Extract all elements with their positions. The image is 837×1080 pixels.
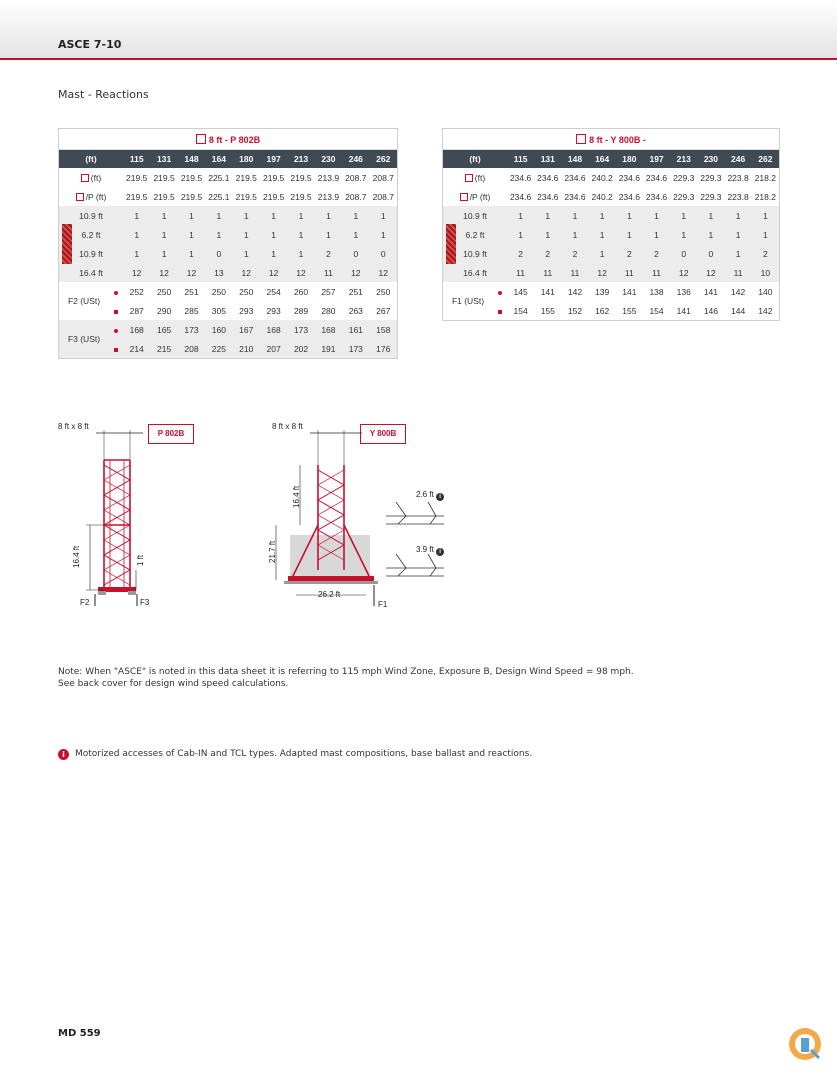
upper-height-label: 16.4 ft	[292, 485, 301, 508]
table-cell: 250	[370, 282, 397, 301]
table-cell: 1	[287, 206, 314, 225]
table-cell: 1	[315, 225, 342, 244]
table-cell: 210	[233, 339, 260, 358]
table-title	[59, 129, 397, 150]
force-label: F3 (USt)	[59, 320, 109, 358]
table-cell: 1	[342, 225, 369, 244]
table-cell: 152	[561, 301, 588, 320]
table-row	[59, 225, 397, 244]
table-cell: 213.9	[315, 187, 342, 206]
table-cell: 142	[561, 282, 588, 301]
page-header	[0, 0, 837, 60]
info-icon: i	[58, 749, 69, 760]
table-cell: 234.6	[643, 168, 670, 187]
table-row	[59, 206, 397, 225]
table-cell: 234.6	[561, 187, 588, 206]
table-cell: 202	[287, 339, 314, 358]
table-cell: 229.3	[670, 187, 697, 206]
table-cell: 1	[123, 206, 150, 225]
mast-section-icon	[62, 224, 72, 264]
table-cell: 289	[287, 301, 314, 320]
table-cell: 2	[315, 244, 342, 263]
table-cell: 12	[260, 263, 287, 282]
table-cell: 1	[370, 225, 397, 244]
table-cell: 12	[370, 263, 397, 282]
table-cell: 225.1	[205, 168, 232, 187]
right-dimension-label: 8 ft x 8 ft	[272, 422, 303, 431]
height-header: 197	[643, 150, 670, 169]
table-row	[443, 225, 779, 244]
table-cell: 144	[725, 301, 752, 320]
square-marker	[109, 339, 123, 358]
table-cell: 208.7	[342, 168, 369, 187]
section-icon	[465, 174, 473, 182]
table-cell: 1	[643, 206, 670, 225]
table-cell: 260	[287, 282, 314, 301]
lower-height-label: 21.7 ft	[268, 540, 277, 563]
table-row	[443, 244, 779, 263]
table-cell: 254	[260, 282, 287, 301]
table-cell: 1	[534, 206, 561, 225]
table-cell: 173	[287, 320, 314, 339]
header-label: (ft)	[443, 150, 507, 169]
table-cell: 1	[697, 225, 724, 244]
f2-label: F2	[80, 598, 90, 607]
table-row	[443, 301, 779, 320]
table-cell: 1	[370, 206, 397, 225]
height-header: 246	[725, 150, 752, 169]
table-title-row	[443, 129, 779, 150]
table-cell: 250	[233, 282, 260, 301]
table-cell: 154	[643, 301, 670, 320]
height-header: 230	[697, 150, 724, 169]
table-cell: 219.5	[178, 187, 205, 206]
row-label: 10.9 ft	[59, 206, 123, 225]
table-cell: 234.6	[534, 187, 561, 206]
table-cell: 12	[287, 263, 314, 282]
height-header: 115	[123, 150, 150, 169]
table-cell: 293	[233, 301, 260, 320]
row-label: 6.2 ft	[443, 225, 507, 244]
table-cell: 218.2	[752, 187, 779, 206]
table-cell: 1	[507, 206, 534, 225]
f3-label: F3	[140, 598, 150, 607]
table-cell: 141	[534, 282, 561, 301]
table-cell: 1	[752, 225, 779, 244]
row-label: 6.2 ft	[59, 225, 123, 244]
table-cell: 12	[123, 263, 150, 282]
table-row	[443, 187, 779, 206]
right-model-badge: Y 800B	[360, 424, 406, 444]
table-cell: 1	[670, 206, 697, 225]
table-cell: 11	[534, 263, 561, 282]
left-dimension-label: 8 ft x 8 ft	[58, 422, 89, 431]
table-cell: 1	[233, 206, 260, 225]
table-cell: 1	[507, 225, 534, 244]
table-cell: 1	[233, 225, 260, 244]
height-header: 262	[752, 150, 779, 169]
table-cell: 191	[315, 339, 342, 358]
table-cell: 208.7	[370, 168, 397, 187]
table-cell: 293	[260, 301, 287, 320]
height-header: 197	[260, 150, 287, 169]
table-cell: 1	[260, 225, 287, 244]
table-cell: 141	[616, 282, 643, 301]
table-cell: 263	[342, 301, 369, 320]
table-cell: 229.3	[697, 187, 724, 206]
table-cell: 1	[725, 206, 752, 225]
table-cell: 145	[507, 282, 534, 301]
table-row	[59, 168, 397, 187]
table-cell: 1	[643, 225, 670, 244]
table-cell: 218.2	[752, 168, 779, 187]
info-text: Motorized accesses of Cab-IN and TCL types. Adapted mast compositions, base ballast and reactions.	[75, 749, 533, 759]
table-cell: 229.3	[670, 168, 697, 187]
table-row	[443, 263, 779, 282]
height-header: 213	[670, 150, 697, 169]
table-cell: 1	[178, 244, 205, 263]
table-cell: 234.6	[534, 168, 561, 187]
table-cell: 219.5	[123, 168, 150, 187]
table-cell: 11	[507, 263, 534, 282]
table-cell: 1	[616, 225, 643, 244]
left-small-label: 1 ft	[136, 554, 145, 566]
table-cell: 2	[616, 244, 643, 263]
table-cell: 12	[150, 263, 177, 282]
force-label: F2 (USt)	[59, 282, 109, 320]
table-cell: 208.7	[342, 187, 369, 206]
table-cell: 219.5	[287, 168, 314, 187]
p802b-mast-diagram	[58, 430, 168, 615]
height-header: 230	[315, 150, 342, 169]
table-cell: 13	[205, 263, 232, 282]
table-cell: 229.3	[697, 168, 724, 187]
height-header: 213	[287, 150, 314, 169]
table-cell: 12	[233, 263, 260, 282]
mast-section-icon	[446, 224, 456, 264]
table-cell: 12	[697, 263, 724, 282]
table-cell: 161	[342, 320, 369, 339]
row-label: 10.9 ft	[59, 244, 123, 263]
table-cell: 155	[616, 301, 643, 320]
table-cell: 142	[752, 301, 779, 320]
table-cell: 1	[123, 244, 150, 263]
table-cell: 213.9	[315, 168, 342, 187]
table-cell: 1	[315, 206, 342, 225]
table-cell: 1	[616, 206, 643, 225]
table-cell: 11	[725, 263, 752, 282]
table-cell: 305	[205, 301, 232, 320]
table-cell: 225	[205, 339, 232, 358]
left-height-label: 16.4 ft	[72, 545, 81, 568]
table-cell: 234.6	[507, 168, 534, 187]
table-cell: 168	[260, 320, 287, 339]
row-label: /P (ft)	[59, 187, 123, 206]
height-header: 164	[589, 150, 616, 169]
table-cell: 168	[123, 320, 150, 339]
f1-label: F1	[378, 600, 388, 609]
table-cell: 12	[589, 263, 616, 282]
table-header-row	[59, 150, 397, 169]
table-cell: 219.5	[150, 187, 177, 206]
table-cell: 287	[123, 301, 150, 320]
table-cell: 1	[178, 206, 205, 225]
square-marker	[493, 301, 507, 320]
table-cell: 240.2	[589, 168, 616, 187]
dot-marker	[493, 282, 507, 301]
table-cell: 173	[178, 320, 205, 339]
footer-model: MD 559	[58, 1028, 101, 1039]
table-cell: 173	[342, 339, 369, 358]
boxed-icon	[196, 134, 206, 144]
height-header: 164	[205, 150, 232, 169]
table-cell: 1	[589, 206, 616, 225]
table-cell: 2	[643, 244, 670, 263]
table-cell: 1	[260, 244, 287, 263]
table-cell: 225.1	[205, 187, 232, 206]
detail-3-9-label: 3.9 ft i	[416, 545, 444, 556]
table-cell: 12	[670, 263, 697, 282]
row-label: /P (ft)	[443, 187, 507, 206]
table-cell: 1	[287, 225, 314, 244]
height-header: 180	[233, 150, 260, 169]
section-icon	[81, 174, 89, 182]
table-cell: 219.5	[178, 168, 205, 187]
table-cell: 208	[178, 339, 205, 358]
table-cell: 10	[752, 263, 779, 282]
table-cell: 214	[123, 339, 150, 358]
table-cell: 139	[589, 282, 616, 301]
table-cell: 219.5	[233, 168, 260, 187]
table-cell: 1	[150, 244, 177, 263]
table-cell: 146	[697, 301, 724, 320]
table-cell: 1	[233, 244, 260, 263]
table-cell: 267	[370, 301, 397, 320]
height-header: 148	[561, 150, 588, 169]
note-text: Note: When "ASCE" is noted in this data sheet it is referring to 115 mph Wind Zone, Exposure B, Design Wind Speed = 98 mph. See back cover for design wind speed calculations.	[58, 667, 634, 689]
table-cell: 219.5	[150, 168, 177, 187]
row-label: 16.4 ft	[59, 263, 123, 282]
table-cell: 234.6	[561, 168, 588, 187]
section-icon	[76, 193, 84, 201]
table-cell: 1	[123, 225, 150, 244]
table-cell: 155	[534, 301, 561, 320]
table-cell: 1	[342, 206, 369, 225]
table-cell: 219.5	[260, 168, 287, 187]
table-row	[443, 282, 779, 301]
table-cell: 1	[150, 225, 177, 244]
reactions-table-y800b	[442, 128, 780, 321]
header-label: (ft)	[59, 150, 123, 169]
table-cell: 176	[370, 339, 397, 358]
force-label: F1 (USt)	[443, 282, 493, 320]
table-cell: 154	[507, 301, 534, 320]
table-cell: 12	[342, 263, 369, 282]
width-label: 26.2 ft	[318, 590, 341, 599]
table-cell: 234.6	[643, 187, 670, 206]
table-cell: 1	[725, 225, 752, 244]
table-cell: 223.8	[725, 187, 752, 206]
table-cell: 1	[205, 206, 232, 225]
table-row	[59, 244, 397, 263]
table-cell: 168	[315, 320, 342, 339]
table-cell: 234.6	[616, 168, 643, 187]
table-cell: 12	[178, 263, 205, 282]
table-row	[59, 320, 397, 339]
table-cell: 250	[150, 282, 177, 301]
table-cell: 285	[178, 301, 205, 320]
table-cell: 280	[315, 301, 342, 320]
table-cell: 2	[507, 244, 534, 263]
dot-marker	[109, 320, 123, 339]
height-header: 262	[370, 150, 397, 169]
crane-logo-icon	[787, 1026, 823, 1062]
height-header: 246	[342, 150, 369, 169]
table-cell: 2	[561, 244, 588, 263]
table-cell: 251	[178, 282, 205, 301]
table-title-row	[59, 129, 397, 150]
table-cell: 1	[287, 244, 314, 263]
table-cell: 0	[205, 244, 232, 263]
square-marker	[109, 301, 123, 320]
table-cell: 165	[150, 320, 177, 339]
section-title: Mast - Reactions	[58, 88, 149, 101]
table-cell: 219.5	[287, 187, 314, 206]
table-cell: 1	[561, 206, 588, 225]
table-cell: 1	[589, 244, 616, 263]
table-cell: 1	[150, 206, 177, 225]
boxed-icon	[576, 134, 586, 144]
height-header: 180	[616, 150, 643, 169]
table-row	[443, 168, 779, 187]
table-cell: 1	[534, 225, 561, 244]
table-cell: 1	[561, 225, 588, 244]
table-row	[59, 187, 397, 206]
table-row	[59, 263, 397, 282]
table-title-text: 8 ft - Y 800B -	[589, 134, 646, 145]
table-cell: 290	[150, 301, 177, 320]
table-cell: 240.2	[589, 187, 616, 206]
table-row	[59, 339, 397, 358]
table-cell: 2	[752, 244, 779, 263]
table-cell: 1	[589, 225, 616, 244]
table-cell: 0	[342, 244, 369, 263]
table-cell: 167	[233, 320, 260, 339]
table-cell: 138	[643, 282, 670, 301]
table-cell: 257	[315, 282, 342, 301]
table-cell: 215	[150, 339, 177, 358]
table-cell: 1	[697, 206, 724, 225]
height-header: 131	[150, 150, 177, 169]
table-cell: 234.6	[507, 187, 534, 206]
access-detail-diagram	[384, 498, 450, 583]
reactions-table-p802b	[58, 128, 398, 359]
dot-marker	[109, 282, 123, 301]
table-cell: 162	[589, 301, 616, 320]
detail-2-6-label: 2.6 ft i	[416, 490, 444, 501]
table-cell: 1	[670, 225, 697, 244]
table-cell: 0	[370, 244, 397, 263]
table-cell: 208.7	[370, 187, 397, 206]
row-label: 16.4 ft	[443, 263, 507, 282]
table-cell: 219.5	[260, 187, 287, 206]
table-cell: 1	[752, 206, 779, 225]
table-cell: 0	[697, 244, 724, 263]
y800b-mast-diagram	[270, 430, 390, 610]
row-label: 10.9 ft	[443, 206, 507, 225]
table-cell: 158	[370, 320, 397, 339]
table-title	[443, 129, 779, 150]
table-cell: 140	[752, 282, 779, 301]
table-cell: 1	[260, 206, 287, 225]
table-cell: 250	[205, 282, 232, 301]
height-header: 115	[507, 150, 534, 169]
table-row	[59, 282, 397, 301]
table-cell: 1	[205, 225, 232, 244]
table-header-row	[443, 150, 779, 169]
table-cell: 219.5	[233, 187, 260, 206]
table-cell: 1	[178, 225, 205, 244]
table-cell: 11	[643, 263, 670, 282]
table-cell: 223.8	[725, 168, 752, 187]
row-label: (ft)	[443, 168, 507, 187]
header-title: ASCE 7-10	[58, 38, 122, 51]
table-cell: 2	[534, 244, 561, 263]
height-header: 148	[178, 150, 205, 169]
table-cell: 219.5	[123, 187, 150, 206]
table-cell: 251	[342, 282, 369, 301]
table-cell: 252	[123, 282, 150, 301]
table-title-text: 8 ft - P 802B	[208, 134, 261, 145]
row-label: 10.9 ft	[443, 244, 507, 263]
height-header: 131	[534, 150, 561, 169]
table-cell: 11	[561, 263, 588, 282]
table-cell: 11	[616, 263, 643, 282]
table-cell: 0	[670, 244, 697, 263]
table-row	[443, 206, 779, 225]
table-row	[59, 301, 397, 320]
info-line	[58, 749, 532, 760]
table-cell: 207	[260, 339, 287, 358]
table-cell: 141	[697, 282, 724, 301]
table-cell: 11	[315, 263, 342, 282]
table-cell: 142	[725, 282, 752, 301]
table-cell: 1	[725, 244, 752, 263]
table-cell: 160	[205, 320, 232, 339]
left-model-badge: P 802B	[148, 424, 194, 444]
table-cell: 141	[670, 301, 697, 320]
table-cell: 136	[670, 282, 697, 301]
section-icon	[460, 193, 468, 201]
table-cell: 234.6	[616, 187, 643, 206]
row-label: (ft)	[59, 168, 123, 187]
